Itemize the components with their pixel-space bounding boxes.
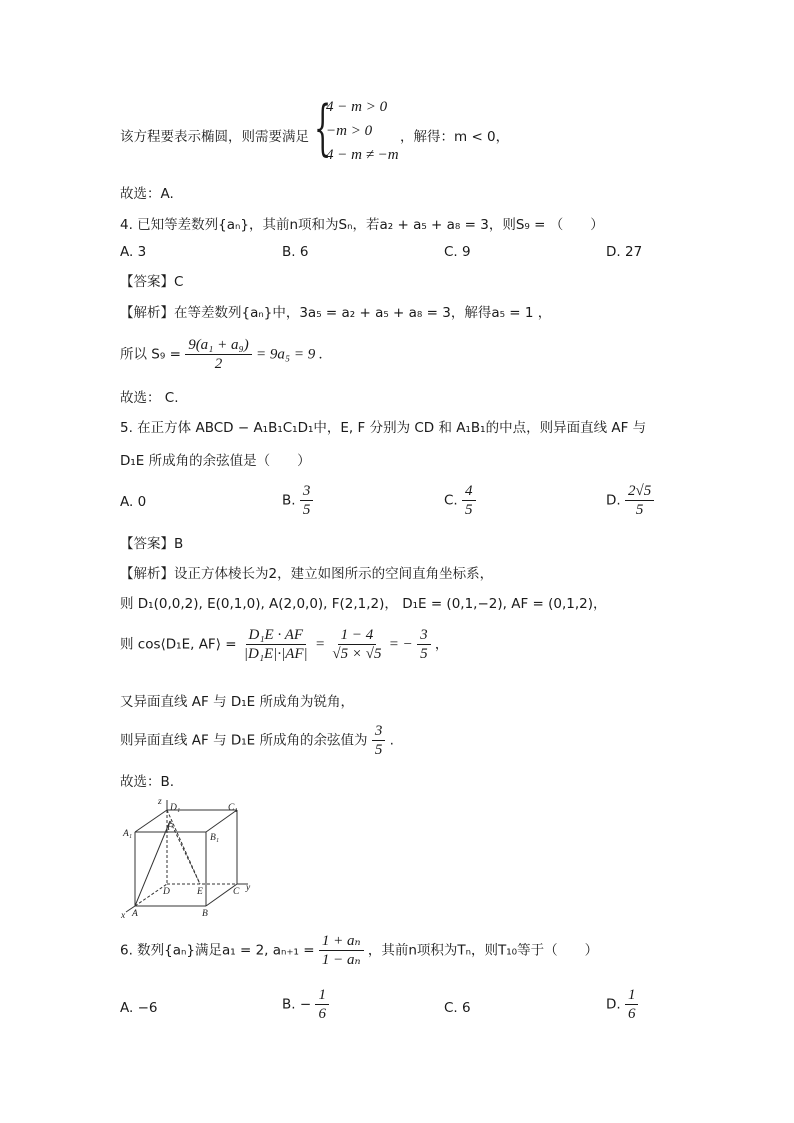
q4-choose: 故选： C.: [120, 390, 179, 406]
q4-stem: 4. 已知等差数列{aₙ}，其前n项和为Sₙ，若a₂ + a₅ + a₈ = 3，则S₉ = （ ）: [120, 217, 604, 233]
system-intro: 该方程要表示椭圆，则需要满足: [120, 129, 309, 145]
label-c: C: [233, 887, 240, 897]
label-b1: B₁: [210, 833, 220, 843]
cube-figure: [120, 798, 270, 924]
label-x: x: [121, 911, 126, 921]
q5-equals-1: =: [314, 636, 326, 653]
q5-stem-2: D₁E 所成角的余弦值是（ ）: [120, 453, 311, 469]
label-e: E: [197, 887, 203, 897]
label-a1: A₁: [123, 829, 133, 839]
q5-option-c-den: 5: [465, 502, 473, 518]
label-z: z: [158, 797, 162, 807]
label-c1: C₁: [228, 803, 238, 813]
q5-option-b: [282, 482, 313, 519]
q6-fraction-num: 1 + aₙ: [319, 932, 364, 951]
q5-option-b-fraction: [300, 482, 314, 519]
q6-stem-pre: 6. 数列{aₙ}满足a₁ = 2, aₙ₊₁ =: [120, 942, 315, 959]
q5-answer: 【答案】B: [120, 536, 184, 552]
q4-option-b: B. 6: [282, 244, 309, 260]
cube-diagram: [120, 798, 270, 920]
q6-option-a: A. −6: [120, 1000, 158, 1016]
q5-result-den: 5: [374, 742, 383, 758]
q6-option-b: [282, 986, 329, 1023]
q6-option-b-num: 1: [315, 986, 329, 1005]
q5-option-d-label: D.: [606, 492, 621, 509]
q5-option-b-label: B.: [282, 492, 296, 509]
q4-option-c: C. 9: [444, 244, 471, 260]
label-f: F: [167, 823, 173, 833]
q5-analysis-3-post: ，: [434, 636, 449, 653]
q4-fraction: [185, 336, 252, 373]
q5-option-d-fraction: [625, 482, 654, 519]
system-line-2: −m > 0: [326, 123, 373, 139]
q6-option-d-label: D.: [606, 996, 621, 1013]
q5-analysis-2: 则 D₁(0,0,2), E(0,1,0), A(2,0,0), F(2,1,2)， D₁E = (0,1,−2), AF = (0,1,2)，: [120, 596, 607, 612]
q5-option-c-num: 4: [462, 482, 476, 501]
q6-option-d: [606, 986, 638, 1023]
q6-stem-post: ，其前n项积为Tₙ，则T₁₀等于（ ）: [367, 942, 599, 959]
label-y: y: [246, 883, 251, 893]
q4-analysis-1: 【解析】在等差数列{aₙ}中，3a₅ = a₂ + a₅ + a₈ = 3，解得a₅ = 1 ，: [120, 305, 552, 321]
q5-option-c: [444, 482, 476, 519]
q4-analysis-2: [120, 336, 323, 373]
system-line-1: 4 − m > 0: [326, 99, 388, 115]
q5-option-a: A. 0: [120, 494, 147, 510]
q5-analysis-1: 【解析】设正方体棱长为2，建立如图所示的空间直角坐标系，: [120, 566, 494, 582]
q6-option-d-num: 1: [625, 986, 639, 1005]
q5-option-c-label: C.: [444, 492, 458, 509]
q5-analysis-3: [120, 626, 448, 663]
q4-option-a: A. 3: [120, 244, 147, 260]
q5-eq-res-den: 5: [420, 646, 428, 662]
q4-fraction-num: 9(a₁ + a₉): [185, 336, 252, 355]
q5-analysis-5: 则异面直线 AF 与 D₁E 所成角的余弦值为 $\frac{3}{5}$ .: [120, 723, 394, 758]
label-a: A: [132, 909, 138, 919]
q5-eq-res-num: 3: [417, 626, 431, 645]
q5-option-d-num: 2√5: [625, 482, 654, 501]
q5-eq-den: √5 × √5: [332, 646, 382, 662]
q5-choose: 故选：B.: [120, 774, 175, 790]
q6-option-c: C. 6: [444, 1000, 471, 1016]
q5-result-fraction: [372, 722, 386, 759]
label-b: B: [202, 909, 208, 919]
q5-analysis-5-pre: 则异面直线 AF 与 D₁E 所成角的余弦值为: [120, 732, 368, 749]
q4-analysis-2-post: = 9a₅ = 9 .: [256, 346, 323, 363]
system-result: ，解得：m < 0，: [400, 129, 510, 145]
q5-result-num: 3: [372, 722, 386, 741]
q4-option-d: D. 27: [606, 244, 643, 260]
q6-option-b-label: B. −: [282, 996, 312, 1013]
q5-cos-fraction: [241, 626, 311, 663]
q4-fraction-den: 2: [214, 356, 223, 372]
system-line-3: 4 − m ≠ −m: [326, 147, 399, 163]
q6-option-d-fraction: [625, 986, 639, 1023]
q5-option-c-fraction: [462, 482, 476, 519]
q5-option-b-num: 3: [300, 482, 314, 501]
q6-fraction-den: 1 − aₙ: [321, 952, 361, 968]
q5-stem-1: 5. 在正方体 ABCD − A₁B₁C₁D₁中，E, F 分别为 CD 和 A₁B₁的中点，则异面直线 AF 与: [120, 420, 647, 436]
q5-option-d-den: 5: [635, 502, 644, 518]
label-d: D: [163, 887, 170, 897]
q5-analysis-3-pre: 则 cos⟨D₁E, AF⟩ =: [120, 636, 237, 653]
q5-cos-den: |D₁E|·|AF|: [243, 646, 308, 662]
q5-eq-res-fraction: [417, 626, 431, 663]
q4-analysis-2-pre: 所以 S₉ =: [120, 346, 181, 363]
choose-a: 故选：A.: [120, 186, 174, 202]
q6-option-d-den: 6: [627, 1006, 636, 1022]
inequality-system: [314, 93, 414, 170]
q6-stem: [120, 932, 598, 969]
q5-option-b-den: 5: [302, 502, 311, 518]
q5-eq-fraction: [329, 626, 384, 663]
q6-option-b-den: 6: [318, 1006, 326, 1022]
q5-equals-2: = −: [388, 636, 413, 653]
q5-eq-num: 1 − 4: [338, 626, 377, 645]
q5-analysis-4: 又异面直线 AF 与 D₁E 所成角为锐角，: [120, 694, 355, 710]
q5-cos-num: D₁E · AF: [246, 626, 307, 645]
label-d1: D₁: [170, 803, 181, 813]
q5-option-d: [606, 482, 654, 519]
q6-option-b-fraction: [315, 986, 329, 1023]
left-brace-icon: {: [314, 93, 332, 163]
q4-answer: 【答案】C: [120, 274, 184, 290]
q6-fraction: [319, 932, 364, 969]
